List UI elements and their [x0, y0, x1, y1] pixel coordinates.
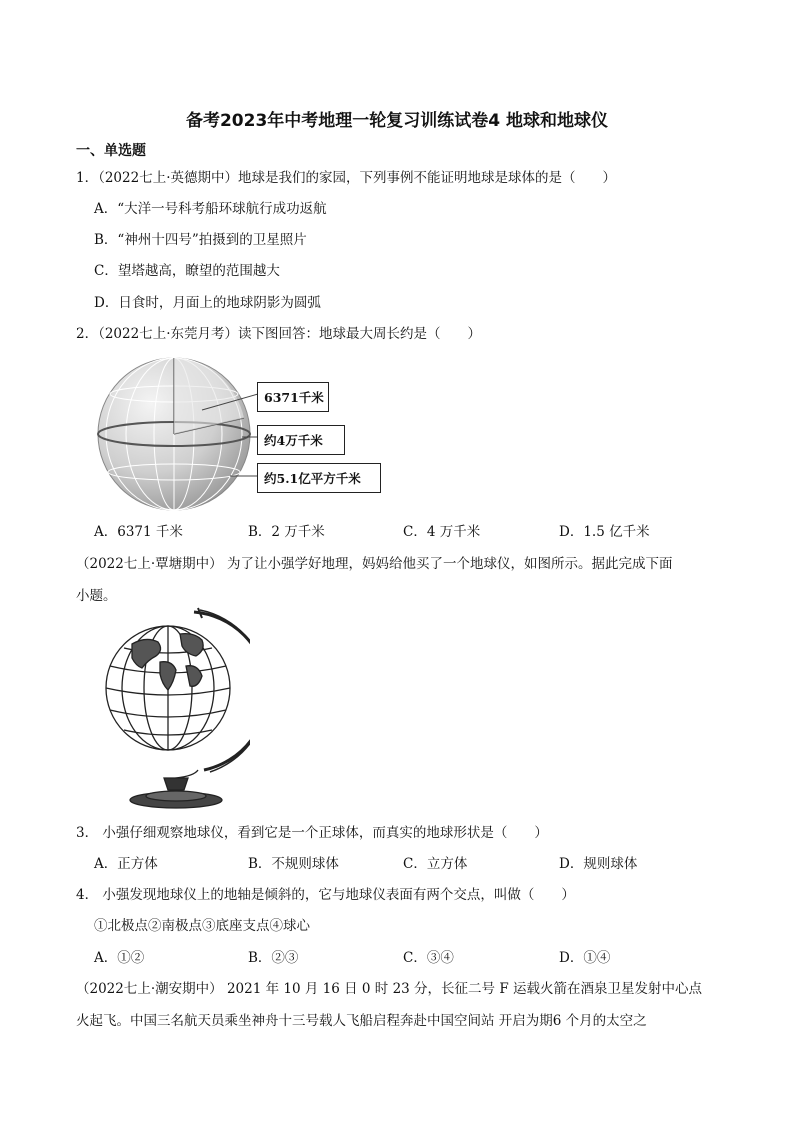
question-1-option-a: A．“大洋一号科考船环球航行成功返航: [94, 201, 327, 217]
group-1-intro-line-1: （2022七上·覃塘期中） 为了让小强学好地理，妈妈给他买了一个地球仪，如图所示。据此完成下面: [76, 556, 673, 572]
question-1-option-b: B．“神州十四号”拍摄到的卫星照片: [94, 232, 307, 248]
question-4-option-c: C．③④: [403, 950, 454, 966]
question-4-items: ①北极点②南极点③底座支点④球心: [94, 918, 310, 934]
question-4-option-a: A．①②: [94, 950, 145, 966]
question-3-option-a: A．正方体: [94, 856, 158, 872]
question-2-stem: 2．（2022七上·东莞月考）读下图回答：地球最大周长约是（ ）: [76, 326, 481, 342]
question-4-option-b: B．②③: [248, 950, 299, 966]
section-heading: 一、单选题: [76, 143, 146, 159]
group-2-intro-line-2: 火起飞。中国三名航天员乘坐神舟十三号载人飞船启程奔赴中国空间站 开启为期6 个月的太空之: [76, 1013, 647, 1029]
label-surface-area: 约5.1亿平方千米: [264, 471, 361, 486]
question-2-option-a: A．6371 千米: [94, 524, 183, 540]
label-radius-box: [257, 382, 329, 412]
question-3-option-d: D．规则球体: [559, 856, 638, 872]
question-1-option-c: C．望塔越高，瞭望的范围越大: [94, 263, 280, 279]
group-1-intro-line-2: 小题。: [76, 588, 117, 604]
question-4-option-d: D．①④: [559, 950, 611, 966]
figure-leader-lines: [200, 380, 260, 490]
group-2-intro-line-1: （2022七上·潮安期中） 2021 年 10 月 16 日 0 时 23 分，长征二号 F 运载火箭在酒泉卫星发射中心点: [76, 981, 702, 997]
question-4-stem: 4． 小强发现地球仪上的地轴是倾斜的，它与地球仪表面有两个交点，叫做（ ）: [76, 887, 575, 903]
question-1-option-d: D．日食时，月面上的地球阴影为圆弧: [94, 295, 321, 311]
question-2-option-b: B．2 万千米: [248, 524, 325, 540]
question-3-option-b: B．不规则球体: [248, 856, 339, 872]
question-3-option-c: C．立方体: [403, 856, 468, 872]
globe-figure: [98, 604, 250, 810]
label-circumference-box: [257, 425, 345, 455]
label-radius: 6371千米: [264, 390, 324, 405]
question-1-stem: 1．（2022七上·英德期中）地球是我们的家园，下列事例不能证明地球是球体的是（ ）: [76, 170, 616, 186]
question-2-option-c: C．4 万千米: [403, 524, 481, 540]
label-circumference: 约4万千米: [264, 433, 323, 448]
question-2-option-d: D．1.5 亿千米: [559, 524, 650, 540]
page-title: 备考2023年中考地理一轮复习训练试卷4 地球和地球仪: [185, 111, 609, 131]
question-3-stem: 3． 小强仔细观察地球仪，看到它是一个正球体，而真实的地球形状是（ ）: [76, 825, 548, 841]
label-surface-area-box: [257, 463, 381, 493]
